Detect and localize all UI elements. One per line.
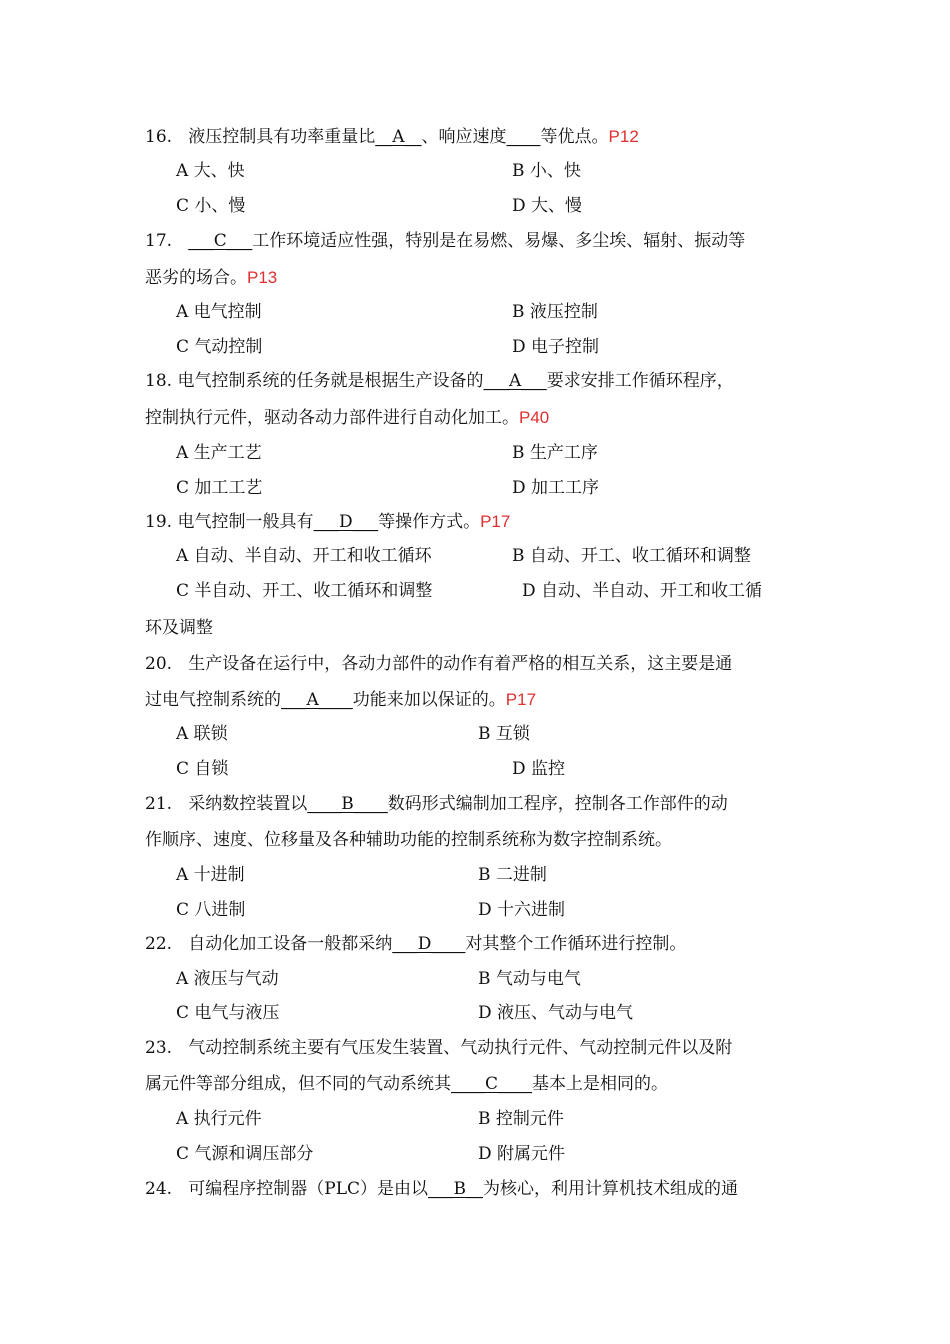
question-text: 控制执行元件，驱动各动力部件进行自动化加工。 [145,408,519,428]
option-c: C 气源和调压部分 [176,1144,314,1164]
answer-blank: ___A___ [483,371,547,391]
option-a: A 自动、半自动、开工和收工循环 [176,546,432,566]
question-20-cont [145,688,536,712]
option-b: B 控制元件 [478,1109,564,1129]
page-reference: P13 [247,268,278,287]
question-text: 作顺序、速度、位移量及各种辅助功能的控制系统称为数字控制系统。 [145,830,672,850]
question-text: 生产设备在运行中，各动力部件的动作有着严格的相互关系，这主要是通 [188,654,733,674]
question-text: 自动化加工设备一般都采纳 [188,934,393,954]
question-text: 等操作方式。 [378,512,481,532]
page-reference: P40 [519,408,550,427]
option-b: B 气动与电气 [478,969,581,989]
question-17 [145,229,745,253]
question-20 [145,652,732,676]
question-21-cont [145,828,672,852]
question-number: 16. [145,127,173,147]
question-number: 19. [145,512,173,532]
question-text: 电气控制系统的任务就是根据生产设备的 [177,371,484,391]
page-reference: P12 [608,127,639,146]
question-18-cont [145,406,549,430]
question-text: 气动控制系统主要有气压发生装置、气动执行元件、气动控制元件以及附 [188,1038,733,1058]
question-number: 21. [145,794,173,814]
question-text: 对其整个工作循环进行控制。 [465,934,687,954]
option-d: D 加工工序 [512,478,600,498]
question-text: 基本上是相同的。 [532,1074,669,1094]
question-text: 等优点。 [540,127,609,147]
answer-blank: __A__ [375,127,422,147]
option-c: C 自锁 [176,759,229,779]
question-18 [145,369,734,393]
question-text: 过电气控制系统的 [145,690,281,710]
option-b: B 二进制 [478,865,547,885]
question-text: 工作环境适应性强，特别是在易燃、易爆、多尘埃、辐射、振动等 [252,231,746,251]
option-b: B 自动、开工、收工循环和调整 [512,546,751,566]
question-number: 22. [145,934,173,954]
question-number: 18. [145,371,173,391]
question-text: 恶劣的场合。 [145,268,247,288]
option-c: C 半自动、开工、收工循环和调整 [176,581,433,601]
question-number: 20. [145,654,173,674]
question-21 [145,792,728,816]
option-d: D 附属元件 [478,1144,566,1164]
option-a: A 大、快 [176,161,245,181]
option-a: A 执行元件 [176,1109,262,1129]
option-a: A 液压与气动 [176,969,279,989]
option-a: A 生产工艺 [176,443,262,463]
question-text: 电气控制一般具有 [177,512,314,532]
option-c: C 小、慢 [176,196,246,216]
option-d: D 自动、半自动、开工和收工循 [522,581,763,601]
question-23-cont [145,1072,668,1096]
question-text: 数码形式编制加工程序，控制各工作部件的动 [387,794,728,814]
question-number: 17. [145,231,173,251]
question-22 [145,932,686,956]
option-d: D 电子控制 [512,337,600,357]
question-text: 要求安排工作循环程序， [546,371,734,391]
question-text: 属元件等部分组成，但不同的气动系统其 [145,1074,451,1094]
question-number: 23. [145,1038,173,1058]
answer-blank: ___D___ [313,512,379,532]
option-d: D 十六进制 [478,900,566,920]
option-a: A 电气控制 [176,302,262,322]
option-c: C 电气与液压 [176,1003,280,1023]
option-d: D 监控 [512,759,566,779]
option-d: D 大、慢 [512,196,583,216]
question-19 [145,510,510,534]
option-c: C 加工工艺 [176,478,263,498]
answer-blank: ____B____ [307,794,388,814]
option-d-cont: 环及调整 [145,618,213,638]
question-text: 功能来加以保证的。 [352,690,506,710]
question-text: 采纳数控装置以 [188,794,308,814]
option-b: B 互锁 [478,724,530,744]
answer-blank: ____ [506,127,541,147]
question-number: 24. [145,1179,173,1199]
answer-blank: ___D____ [392,934,466,954]
page-reference: P17 [505,690,537,709]
question-text: 为核心，利用计算机技术组成的通 [483,1179,738,1199]
answer-blank: ___A____ [281,690,353,710]
question-text: 、响应速度 [421,127,507,147]
question-text: 可编程序控制器（PLC）是由以 [188,1179,428,1199]
question-24 [145,1177,738,1201]
page-reference: P17 [480,512,511,531]
option-b: B 生产工序 [512,443,598,463]
option-c: C 气动控制 [176,337,263,357]
question-16 [145,125,639,149]
option-b: B 小、快 [512,161,581,181]
question-23 [145,1036,732,1060]
option-b: B 液压控制 [512,302,598,322]
option-a: A 联锁 [176,724,228,744]
answer-blank: ___B__ [428,1179,483,1199]
answer-blank: ___C___ [188,231,253,251]
answer-blank: ____C____ [451,1074,533,1094]
question-17-cont [145,266,277,290]
option-a: A 十进制 [176,865,245,885]
option-d: D 液压、气动与电气 [478,1003,634,1023]
question-text: 液压控制具有功率重量比 [188,127,376,147]
option-c: C 八进制 [176,900,246,920]
